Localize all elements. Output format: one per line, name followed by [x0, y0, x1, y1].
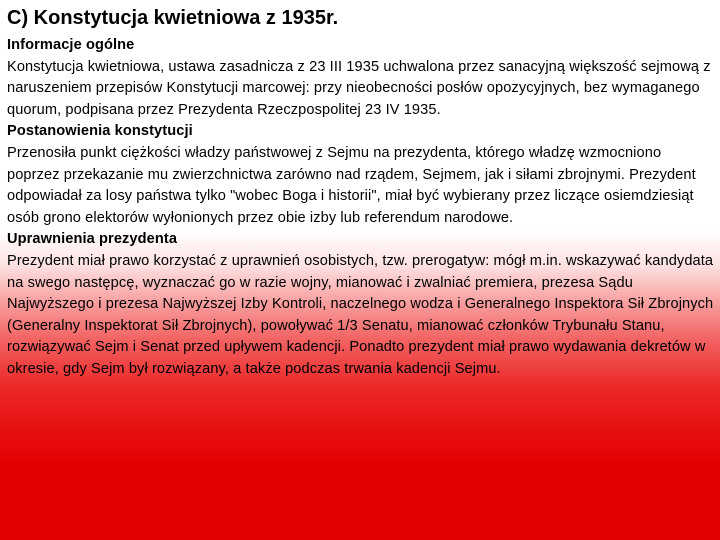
- section-heading-general: Informacje ogólne: [7, 37, 135, 53]
- section-heading-provisions: Postanowienia konstytucji: [7, 123, 193, 140]
- section-heading-president-powers: Uprawnienia prezydenta: [7, 231, 178, 248]
- slide-content: [7, 35, 715, 381]
- section-text-president-powers: Prezydent miał prawo korzystać z uprawnień osobistych, tzw. prerogatyw: mógł m.in. wskazywać kandydata na swego następcę, wyznaczać go w razie wojny, mianować i zwalniać premiera, prezesa Sądu Najwyższego i prezesa Najwyższej Izby Kontroli, naczelnego wodza i Generalnego Inspektora Sił Zbrojnych (Generalny Inspektorat Sił Zbrojnych), powoływać 1/3 Senatu, mianować członków Trybunału Stanu, rozwiązywać Sejm i Senat przed upływem kadencji. Ponadto prezydent miał prawo wydawania dekretów w okresie, gdy Sejm był rozwiązany, a także podczas trwania kadencji Sejmu.: [7, 252, 714, 377]
- section-text-provisions: Przenosiła punkt ciężkości władzy państwowej z Sejmu na prezydenta, którego władzę wzmocniono poprzez przekazanie mu zwierzchnictwa zarówno nad rządem, Sejmem, jak i siłami zbrojnymi. Prezydent odpowiadał za losy państwa tylko "wobec Boga i historii", miał być wybierany przez liczące osiemdziesiąt osób grono elektorów wyłonionych przez obie izby lub referendum narodowe.: [7, 144, 696, 226]
- section-text-general: Konstytucja kwietniowa, ustawa zasadnicza z 23 III 1935 uchwalona przez sanacyjną większość sejmową z naruszeniem przepisów Konstytucji marcowej: przy nieobecności posłów opozycyjnych, bez wymaganego quorum, podpisana przez Prezydenta Rzeczpospolitej 23 IV 1935.: [7, 58, 711, 118]
- slide-title: C) Konstytucja kwietniowa z 1935r.: [7, 7, 339, 29]
